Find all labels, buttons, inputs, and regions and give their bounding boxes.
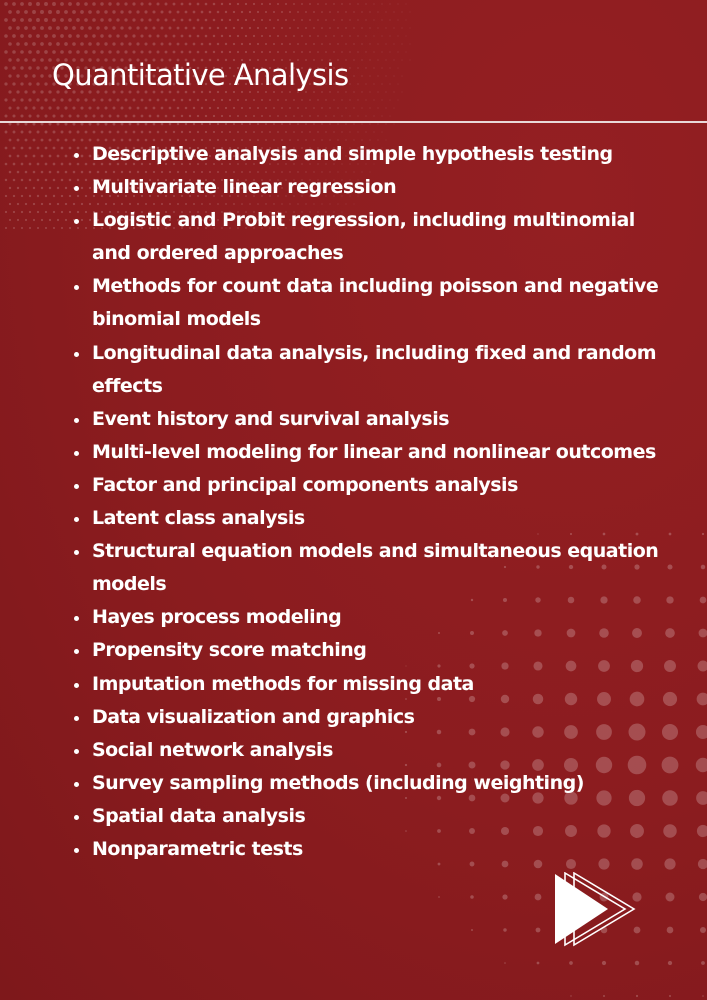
list-item-text: Logistic and Probit regression, including multinomial and ordered approaches	[92, 209, 635, 265]
title-divider	[0, 121, 707, 123]
list-item-text: Methods for count data including poisson and negative binomial models	[92, 275, 659, 331]
list-item	[70, 204, 670, 270]
list-item-text: Survey sampling methods (including weighting)	[92, 771, 584, 794]
list-item	[70, 701, 670, 734]
list-item-text: Nonparametric tests	[92, 837, 303, 860]
page-title: Quantitative Analysis	[52, 58, 349, 92]
list-item	[70, 337, 670, 403]
bullet-icon	[74, 153, 79, 158]
bullet-icon	[74, 649, 79, 654]
list-item-text: Factor and principal components analysis	[92, 473, 518, 496]
bullet-icon	[74, 484, 79, 489]
bullet-icon	[74, 219, 79, 224]
list-item	[70, 469, 670, 502]
bullet-icon	[74, 550, 79, 555]
bullet-icon	[74, 517, 79, 522]
list-item	[70, 436, 670, 469]
list-item	[70, 502, 670, 535]
list-item	[70, 171, 670, 204]
bullet-icon	[74, 186, 79, 191]
bullet-icon	[74, 352, 79, 357]
bullet-icon	[74, 683, 79, 688]
topic-list	[70, 138, 670, 866]
list-item	[70, 800, 670, 833]
bullet-icon	[74, 848, 79, 853]
list-item	[70, 138, 670, 171]
list-item	[70, 668, 670, 701]
list-item-text: Spatial data analysis	[92, 804, 306, 827]
bullet-icon	[74, 451, 79, 456]
list-item-text: Multi-level modeling for linear and nonlinear outcomes	[92, 440, 656, 463]
list-item-text: Hayes process modeling	[92, 606, 342, 629]
list-item	[70, 535, 670, 601]
list-item-text: Imputation methods for missing data	[92, 672, 474, 695]
list-item-text: Event history and survival analysis	[92, 407, 450, 430]
list-item-text: Data visualization and graphics	[92, 705, 415, 728]
list-item	[70, 270, 670, 336]
bullet-icon	[74, 418, 79, 423]
list-item	[70, 403, 670, 436]
play-arrows-icon	[550, 872, 640, 948]
list-item-text: Propensity score matching	[92, 639, 367, 662]
bullet-icon	[74, 782, 79, 787]
bullet-icon	[74, 815, 79, 820]
list-item-text: Structural equation models and simultaneous equation models	[92, 540, 659, 596]
list-item-text: Longitudinal data analysis, including fixed and random effects	[92, 341, 657, 397]
list-item	[70, 734, 670, 767]
list-item-text: Latent class analysis	[92, 507, 305, 530]
bullet-icon	[74, 616, 79, 621]
list-item	[70, 833, 670, 866]
bullet-icon	[74, 716, 79, 721]
list-item-text: Multivariate linear regression	[92, 176, 397, 199]
list-item-text: Descriptive analysis and simple hypothesis testing	[92, 143, 613, 165]
bullet-icon	[74, 285, 79, 290]
list-item	[70, 767, 670, 800]
bullet-icon	[74, 749, 79, 754]
list-item	[70, 601, 670, 634]
list-item	[70, 634, 670, 667]
list-item-text: Social network analysis	[92, 738, 333, 761]
